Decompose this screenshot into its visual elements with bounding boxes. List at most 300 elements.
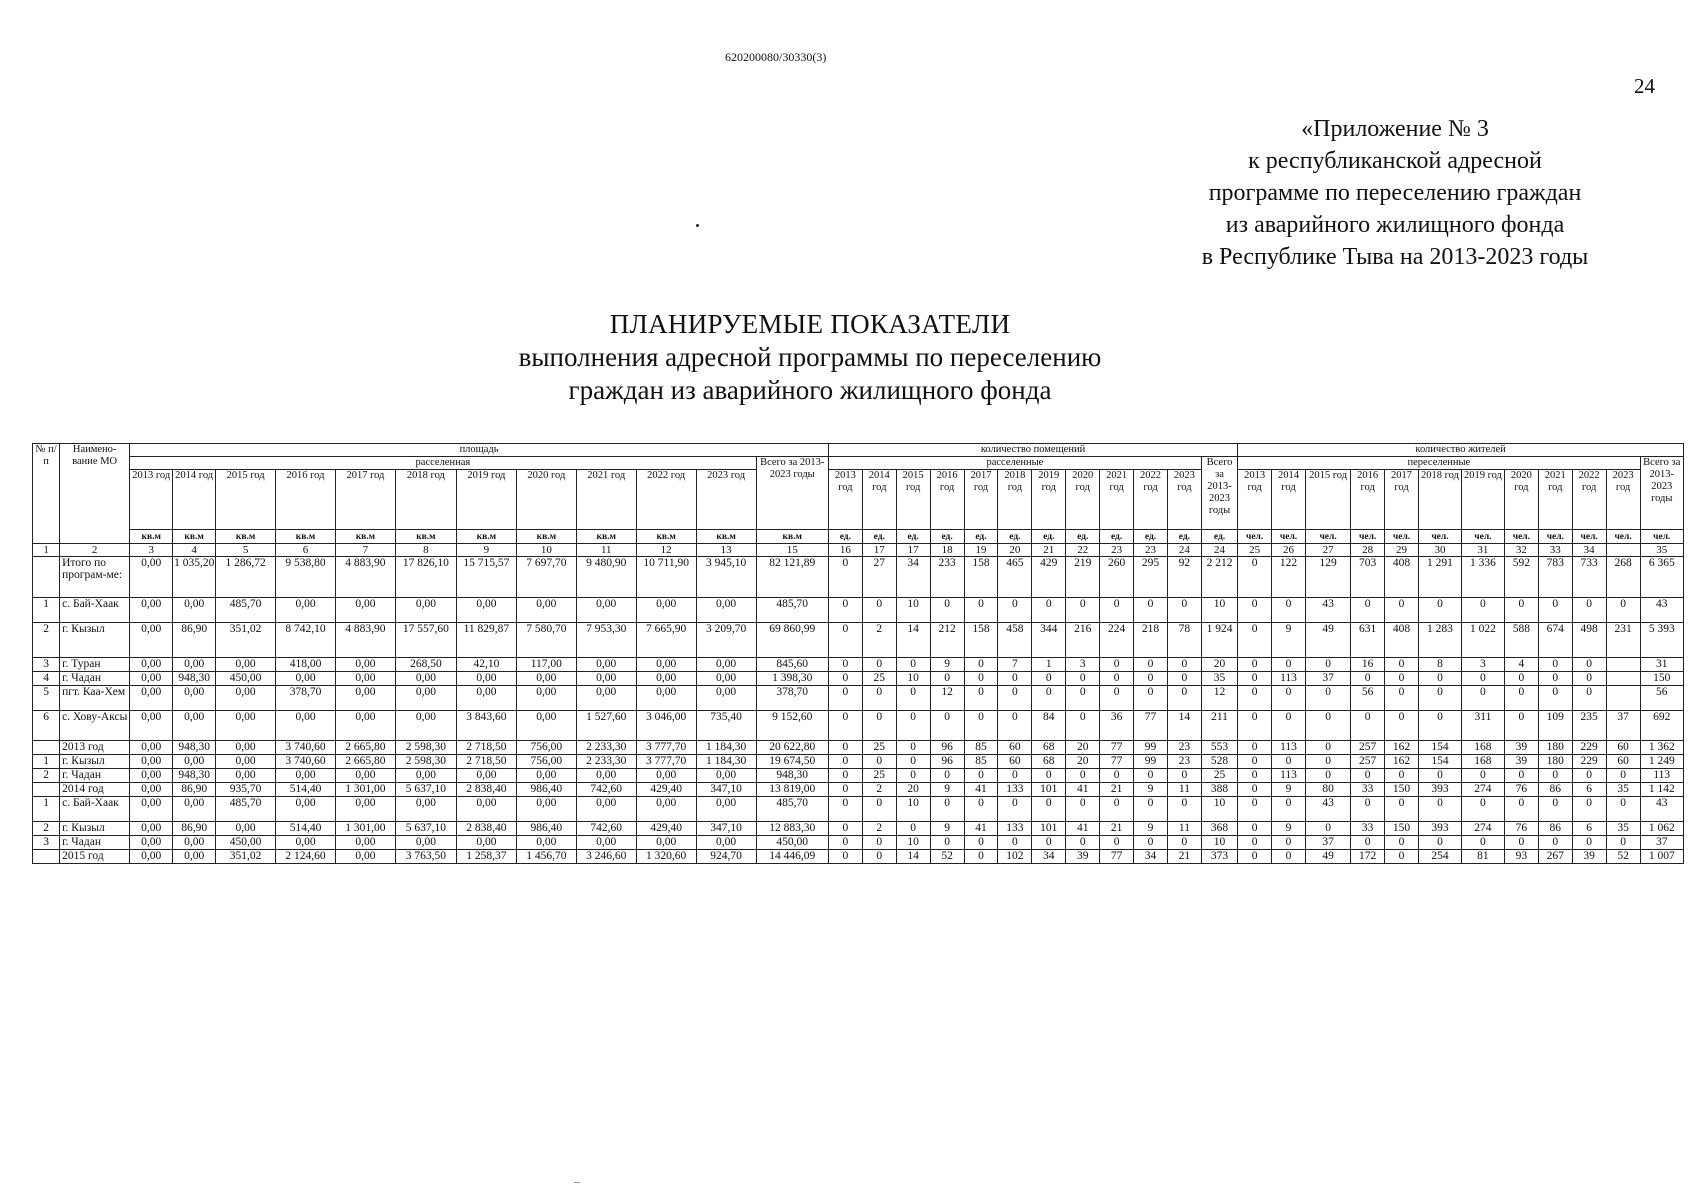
header-year-cell: 2018 год — [1419, 470, 1462, 530]
table-cell: 0,00 — [216, 755, 276, 769]
title-line: граждан из аварийного жилищного фонда — [568, 375, 1052, 405]
table-cell: 60 — [1606, 755, 1640, 769]
table-cell: 11 — [1167, 822, 1201, 836]
table-cell: 11 — [1167, 783, 1201, 797]
table-cell: 37 — [1305, 836, 1350, 850]
table-cell: 0,00 — [636, 598, 696, 623]
table-cell: 1 249 — [1640, 755, 1683, 769]
table-cell: 514,40 — [276, 822, 336, 836]
row-name: с. Бай-Хаак — [60, 797, 130, 822]
table-cell: 0 — [1272, 711, 1306, 741]
table-cell: 0 — [1461, 672, 1504, 686]
table-cell: 0 — [862, 598, 896, 623]
table-cell: 0,00 — [173, 755, 216, 769]
table-cell: 25 — [1201, 769, 1237, 783]
table-cell: 85 — [964, 741, 998, 755]
table-cell: 9 538,80 — [276, 557, 336, 598]
table-row — [33, 850, 1684, 864]
table-cell: 674 — [1538, 623, 1572, 658]
header-year-cell: 2019 год — [456, 470, 516, 530]
table-cell: 41 — [1066, 783, 1100, 797]
header-people-total: Всего за 2013-2023 годы — [1640, 457, 1683, 530]
header-year-cell: 2021 год — [1100, 470, 1134, 530]
table-cell: 20 — [1201, 658, 1237, 672]
table-cell: 0,00 — [335, 769, 395, 783]
header-rooms-sub: расселенные — [828, 457, 1201, 470]
unit-cell: чел. — [1504, 530, 1538, 544]
table-cell: 0 — [1351, 672, 1385, 686]
table-cell: 180 — [1538, 755, 1572, 769]
table-cell: 0 — [828, 711, 862, 741]
table-cell: 10 — [896, 836, 930, 850]
column-number-cell: 23 — [1134, 544, 1168, 557]
table-cell: 77 — [1100, 741, 1134, 755]
table-cell: 0,00 — [636, 686, 696, 711]
table-cell: 3 740,60 — [276, 741, 336, 755]
table-cell: 41 — [1066, 822, 1100, 836]
table-cell: 1 286,72 — [216, 557, 276, 598]
table-cell: 133 — [998, 822, 1032, 836]
unit-cell: ед. — [998, 530, 1032, 544]
header-year-cell: 2013 год — [130, 470, 173, 530]
table-cell: 0 — [828, 822, 862, 836]
table-cell: 96 — [930, 741, 964, 755]
row-name: г. Туран — [60, 658, 130, 672]
table-cell: 76 — [1504, 822, 1538, 836]
table-cell: 0 — [930, 797, 964, 822]
table-cell: 0 — [964, 711, 998, 741]
table-cell: 80 — [1305, 783, 1350, 797]
header-year-cell: 2013 год — [1238, 470, 1272, 530]
table-cell: 0,00 — [696, 658, 756, 672]
table-cell: 0 — [1238, 797, 1272, 822]
table-cell: 783 — [1538, 557, 1572, 598]
table-cell: 1 062 — [1640, 822, 1683, 836]
table-row — [33, 755, 1684, 769]
table-cell: 0 — [1238, 755, 1272, 769]
table-cell: 0,00 — [130, 658, 173, 672]
table-cell: 0 — [828, 557, 862, 598]
table-cell: 52 — [1606, 850, 1640, 864]
table-cell: 49 — [1305, 623, 1350, 658]
column-number-cell: 28 — [1351, 544, 1385, 557]
table-cell: 81 — [1461, 850, 1504, 864]
appendix-line: к республиканской адресной — [1248, 148, 1542, 174]
table-cell: 0 — [964, 658, 998, 672]
table-cell: 5 637,10 — [395, 783, 456, 797]
table-cell: 21 — [1167, 850, 1201, 864]
table-cell: 17 557,60 — [395, 623, 456, 658]
table-cell: 986,40 — [516, 822, 576, 836]
table-cell: 14 446,09 — [756, 850, 828, 864]
table-cell: 68 — [1032, 755, 1066, 769]
table-cell: 21 — [1100, 822, 1134, 836]
table-cell: 154 — [1419, 755, 1462, 769]
table-cell: 3 246,60 — [576, 850, 636, 864]
table-cell: 2 212 — [1201, 557, 1237, 598]
table-cell: 86 — [1538, 783, 1572, 797]
table-cell: 295 — [1134, 557, 1168, 598]
table-cell: 56 — [1351, 686, 1385, 711]
table-row — [33, 797, 1684, 822]
table-cell: 0 — [1606, 769, 1640, 783]
table-cell: 2 665,80 — [335, 741, 395, 755]
table-cell: 9 — [930, 658, 964, 672]
table-cell: 0 — [1504, 598, 1538, 623]
table-cell: 0,00 — [456, 797, 516, 822]
table-cell: 0,00 — [516, 672, 576, 686]
header-year-cell: 2020 год — [516, 470, 576, 530]
table-cell: 0,00 — [173, 598, 216, 623]
table-cell: 0,00 — [335, 797, 395, 822]
table-cell: 0 — [862, 686, 896, 711]
table-cell: 37 — [1640, 836, 1683, 850]
table-cell: 25 — [862, 741, 896, 755]
table-cell: 267 — [1538, 850, 1572, 864]
table-cell: 756,00 — [516, 741, 576, 755]
table-cell: 60 — [1606, 741, 1640, 755]
table-cell: 0 — [1305, 658, 1350, 672]
table-cell: 0 — [1238, 686, 1272, 711]
table-cell: 35 — [1606, 783, 1640, 797]
table-cell: 0,00 — [173, 711, 216, 741]
table-cell: 99 — [1134, 741, 1168, 755]
header-year-cell: 2016 год — [1351, 470, 1385, 530]
table-cell: 393 — [1419, 783, 1462, 797]
table-cell: 5 637,10 — [395, 822, 456, 836]
table-cell: 2 718,50 — [456, 741, 516, 755]
title-line: выполнения адресной программы по переселению — [518, 342, 1102, 372]
table-cell: 3 — [1461, 658, 1504, 672]
table-cell: 2 — [862, 822, 896, 836]
table-cell: 229 — [1572, 741, 1606, 755]
table-cell: 0 — [1272, 686, 1306, 711]
table-cell: 692 — [1640, 711, 1683, 741]
table-cell: 498 — [1572, 623, 1606, 658]
table-cell: 0,00 — [130, 836, 173, 850]
unit-cell: кв.м — [696, 530, 756, 544]
table-cell: 69 860,99 — [756, 623, 828, 658]
table-cell: 9 — [930, 822, 964, 836]
table-row — [33, 623, 1684, 658]
table-cell: 2 233,30 — [576, 755, 636, 769]
table-cell: 84 — [1032, 711, 1066, 741]
row-number: 3 — [33, 836, 60, 850]
column-number-cell: 8 — [395, 544, 456, 557]
table-cell: 257 — [1351, 741, 1385, 755]
table-cell: 0 — [828, 623, 862, 658]
table-cell: 117,00 — [516, 658, 576, 672]
table-cell: 0 — [1134, 836, 1168, 850]
header-year-cell: 2014 год — [1272, 470, 1306, 530]
table-cell: 0 — [964, 672, 998, 686]
table-cell: 43 — [1305, 797, 1350, 822]
column-number-cell: 1 — [33, 544, 60, 557]
unit-cell: ед. — [1201, 530, 1237, 544]
table-cell: 0 — [1167, 672, 1201, 686]
row-number: 2 — [33, 769, 60, 783]
header-rooms: количество помещений — [828, 444, 1237, 457]
unit-cell: чел. — [1461, 530, 1504, 544]
table-cell: 0,00 — [395, 836, 456, 850]
row-number: 6 — [33, 711, 60, 741]
table-cell: 39 — [1572, 850, 1606, 864]
table-cell: 1 291 — [1419, 557, 1462, 598]
table-cell: 0,00 — [216, 822, 276, 836]
unit-cell: ед. — [964, 530, 998, 544]
table-cell: 102 — [998, 850, 1032, 864]
table-cell: 0,00 — [636, 797, 696, 822]
table-cell: 27 — [862, 557, 896, 598]
table-cell: 0 — [1305, 711, 1350, 741]
column-number-cell: 12 — [636, 544, 696, 557]
table-cell: 0 — [1167, 836, 1201, 850]
table-cell: 0 — [1572, 598, 1606, 623]
table-cell: 0,00 — [576, 836, 636, 850]
unit-cell: кв.м — [276, 530, 336, 544]
row-number: 1 — [33, 797, 60, 822]
table-cell: 2 124,60 — [276, 850, 336, 864]
table-cell: 0,00 — [335, 598, 395, 623]
table-cell: 0 — [930, 598, 964, 623]
table-cell: 0 — [1100, 686, 1134, 711]
table-cell: 347,10 — [696, 783, 756, 797]
table-cell: 219 — [1066, 557, 1100, 598]
table-cell: 49 — [1305, 850, 1350, 864]
table-cell: 0 — [1572, 658, 1606, 672]
table-cell: 0 — [828, 783, 862, 797]
table-cell: 216 — [1066, 623, 1100, 658]
table-cell: 0 — [1100, 769, 1134, 783]
table-cell: 0 — [1272, 755, 1306, 769]
table-cell: 948,30 — [173, 769, 216, 783]
table-cell: 0,00 — [216, 686, 276, 711]
table-cell: 0,00 — [130, 755, 173, 769]
table-cell: 0 — [1351, 711, 1385, 741]
table-cell: 0 — [1066, 672, 1100, 686]
table-cell: 0,00 — [276, 797, 336, 822]
appendix-line: программе по переселению граждан — [1208, 180, 1582, 206]
appendix-header — [1140, 113, 1650, 273]
table-cell: 172 — [1351, 850, 1385, 864]
appendix-line: «Приложение № 3 — [1301, 116, 1489, 142]
table-cell: 0,00 — [130, 711, 173, 741]
table-cell: 36 — [1100, 711, 1134, 741]
table-cell: 7 — [998, 658, 1032, 672]
column-number-cell: 18 — [930, 544, 964, 557]
table-cell: 0,00 — [456, 769, 516, 783]
column-number-cell: 25 — [1238, 544, 1272, 557]
table-cell: 231 — [1606, 623, 1640, 658]
column-number-cell: 6 — [276, 544, 336, 557]
row-number: 1 — [33, 755, 60, 769]
table-cell: 378,70 — [276, 686, 336, 711]
table-cell: 0,00 — [516, 797, 576, 822]
header-year-cell: 2023 год — [1167, 470, 1201, 530]
table-cell: 0 — [964, 598, 998, 623]
table-cell: 631 — [1351, 623, 1385, 658]
table-cell: 0,00 — [696, 672, 756, 686]
table-cell: 0,00 — [335, 850, 395, 864]
table-cell: 93 — [1504, 850, 1538, 864]
table-cell: 20 — [1066, 741, 1100, 755]
table-cell: 0 — [1066, 686, 1100, 711]
column-number-cell: 3 — [130, 544, 173, 557]
table-cell: 211 — [1201, 711, 1237, 741]
table-cell: 9 152,60 — [756, 711, 828, 741]
table-cell: 429,40 — [636, 783, 696, 797]
table-cell: 10 711,90 — [636, 557, 696, 598]
table-cell: 9 — [1272, 822, 1306, 836]
unit-cell: кв.м — [216, 530, 276, 544]
header-year-cell: 2013 год — [828, 470, 862, 530]
table-cell: 20 — [896, 783, 930, 797]
row-name: 2013 год — [60, 741, 130, 755]
table-cell: 0,00 — [576, 672, 636, 686]
table-cell: 0 — [1504, 686, 1538, 711]
table-cell: 7 697,70 — [516, 557, 576, 598]
table-cell: 0 — [1419, 672, 1462, 686]
column-number-cell: 13 — [696, 544, 756, 557]
unit-cell: чел. — [1351, 530, 1385, 544]
column-number-cell: 22 — [1066, 544, 1100, 557]
table-cell: 0 — [1238, 672, 1272, 686]
table-cell: 0 — [896, 741, 930, 755]
table-cell: 0 — [1066, 797, 1100, 822]
table-cell: 0 — [828, 598, 862, 623]
table-cell: 0,00 — [636, 658, 696, 672]
table-cell: 924,70 — [696, 850, 756, 864]
table-cell: 0,00 — [130, 741, 173, 755]
table-cell — [1606, 658, 1640, 672]
table-cell: 0 — [1606, 598, 1640, 623]
table-cell: 485,70 — [216, 797, 276, 822]
table-cell: 0,00 — [696, 797, 756, 822]
table-cell: 485,70 — [756, 598, 828, 623]
table-cell: 0 — [1032, 598, 1066, 623]
table-cell: 268,50 — [395, 658, 456, 672]
table-cell: 703 — [1351, 557, 1385, 598]
table-cell: 986,40 — [516, 783, 576, 797]
table-cell: 0,00 — [576, 769, 636, 783]
table-cell: 0,00 — [276, 769, 336, 783]
table-cell: 418,00 — [276, 658, 336, 672]
table-cell: 109 — [1538, 711, 1572, 741]
table-cell: 347,10 — [696, 822, 756, 836]
table-cell: 0,00 — [276, 711, 336, 741]
row-number: 4 — [33, 672, 60, 686]
column-number-cell: 19 — [964, 544, 998, 557]
table-cell: 0 — [1461, 769, 1504, 783]
table-cell: 0,00 — [395, 686, 456, 711]
table-cell: 0,00 — [576, 658, 636, 672]
table-cell: 0,00 — [456, 598, 516, 623]
table-cell: 14 — [896, 623, 930, 658]
table-cell: 1 362 — [1640, 741, 1683, 755]
unit-cell: кв.м — [335, 530, 395, 544]
table-cell: 6 — [1572, 783, 1606, 797]
table-cell: 0 — [1272, 658, 1306, 672]
table-cell: 0 — [1385, 686, 1419, 711]
table-cell: 274 — [1461, 822, 1504, 836]
table-cell: 0 — [828, 741, 862, 755]
table-cell: 735,40 — [696, 711, 756, 741]
table-cell: 3 945,10 — [696, 557, 756, 598]
table-cell: 465 — [998, 557, 1032, 598]
unit-cell: кв.м — [130, 530, 173, 544]
header-year-cell: 2022 год — [1572, 470, 1606, 530]
table-cell: 0 — [1032, 672, 1066, 686]
table-cell: 351,02 — [216, 623, 276, 658]
header-year-cell: 2019 год — [1032, 470, 1066, 530]
table-cell: 0 — [998, 836, 1032, 850]
table-cell: 0 — [1032, 686, 1066, 711]
table-cell: 3 843,60 — [456, 711, 516, 741]
table-cell: 0,00 — [395, 769, 456, 783]
row-name: 2015 год — [60, 850, 130, 864]
scan-mark — [574, 1182, 580, 1183]
table-cell: 168 — [1461, 741, 1504, 755]
table-cell: 0 — [1606, 797, 1640, 822]
table-cell: 0 — [1385, 769, 1419, 783]
table-cell: 1 — [1032, 658, 1066, 672]
unit-cell: кв.м — [395, 530, 456, 544]
table-cell: 0 — [1134, 686, 1168, 711]
row-name: г. Кызыл — [60, 623, 130, 658]
unit-cell: кв.м — [173, 530, 216, 544]
table-cell: 368 — [1201, 822, 1237, 836]
table-cell: 0 — [828, 797, 862, 822]
table-cell: 82 121,89 — [756, 557, 828, 598]
unit-cell: кв.м — [456, 530, 516, 544]
row-name: г. Кызыл — [60, 822, 130, 836]
table-cell: 0 — [1351, 598, 1385, 623]
table-cell: 257 — [1351, 755, 1385, 769]
header-year-cell: 2020 год — [1504, 470, 1538, 530]
table-cell: 0 — [1134, 769, 1168, 783]
table-cell: 0,00 — [576, 797, 636, 822]
table-cell: 0,00 — [335, 836, 395, 850]
row-number — [33, 783, 60, 797]
table-cell: 3 763,50 — [395, 850, 456, 864]
header-year-cell: 2023 год — [1606, 470, 1640, 530]
table-cell: 9 — [1134, 822, 1168, 836]
table-cell: 76 — [1504, 783, 1538, 797]
table-cell: 0 — [1134, 598, 1168, 623]
table-cell: 0 — [998, 769, 1032, 783]
table-cell: 0 — [1238, 822, 1272, 836]
table-cell: 0 — [1351, 797, 1385, 822]
table-cell: 0 — [1504, 797, 1538, 822]
table-row — [33, 836, 1684, 850]
table-cell: 99 — [1134, 755, 1168, 769]
table-row — [33, 783, 1684, 797]
table-cell: 25 — [862, 769, 896, 783]
table-cell: 229 — [1572, 755, 1606, 769]
table-cell: 450,00 — [216, 672, 276, 686]
table-cell: 429,40 — [636, 822, 696, 836]
table-cell: 948,30 — [173, 741, 216, 755]
table-cell: 0,00 — [516, 711, 576, 741]
header-year-cell: 2020 год — [1066, 470, 1100, 530]
unit-cell: чел. — [1572, 530, 1606, 544]
table-cell: 935,70 — [216, 783, 276, 797]
table-cell: 0 — [896, 711, 930, 741]
table-cell: 0 — [1385, 836, 1419, 850]
table-cell: 0 — [1167, 769, 1201, 783]
table-cell: 0 — [1167, 598, 1201, 623]
table-row — [33, 672, 1684, 686]
